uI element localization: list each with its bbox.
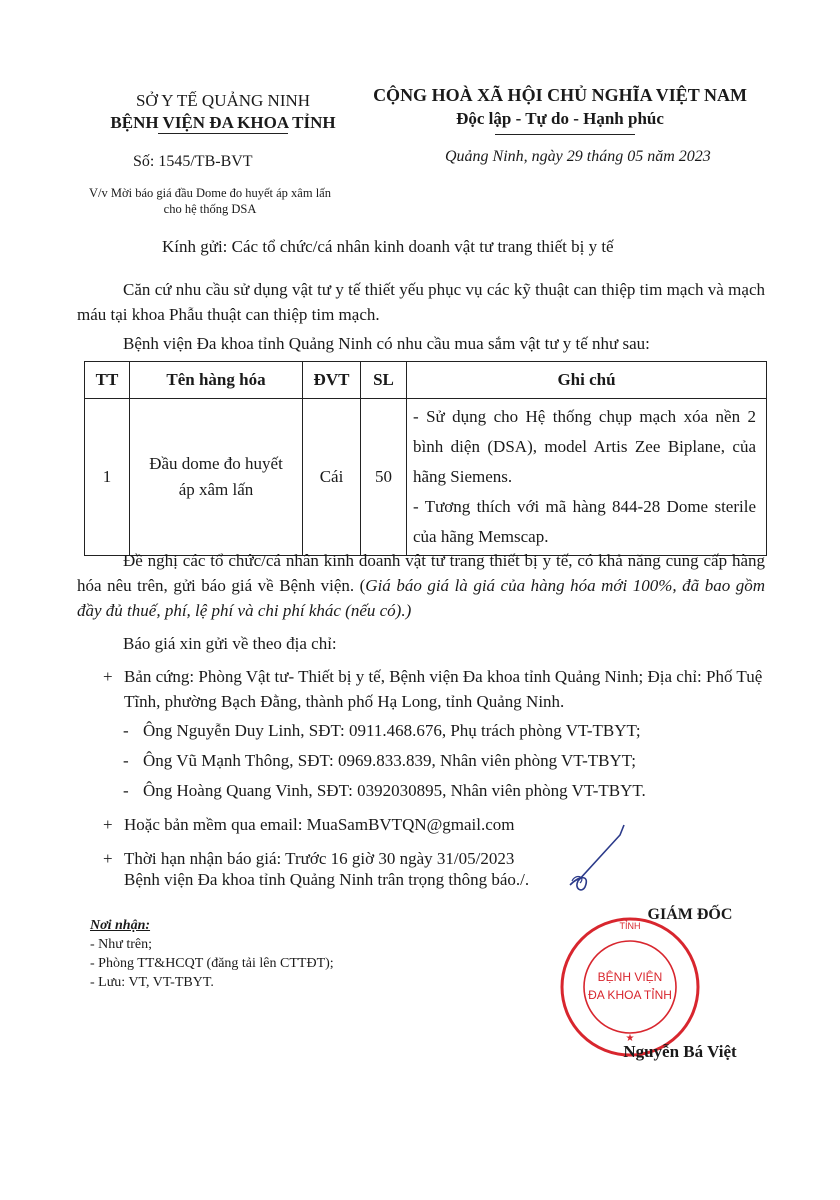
national-header: [360, 83, 760, 131]
dash-marker: -: [123, 751, 129, 770]
table-row: [85, 399, 767, 556]
hardcopy-text: Bản cứng: Phòng Vật tư- Thiết bị y tế, Bệnh viện Đa khoa tỉnh Quảng Ninh; Địa chỉ: Phố Tuệ Tĩnh, phường Bạch Đằng, thành phố Hạ Long, tỉnh Quảng Ninh.: [124, 667, 763, 711]
document-number: Số: 1545/TB-BVT: [133, 153, 253, 170]
header-tt: TT: [85, 362, 130, 399]
subject-line-1: V/v Mời báo giá đầu Dome đo huyết áp xâm lấn: [89, 186, 331, 200]
issuer-underline: [158, 133, 288, 134]
issuer-block: [78, 90, 368, 134]
cell-qty: 50: [361, 399, 407, 556]
plus-marker: +: [103, 849, 113, 868]
cell-name-text: Đầu dome đo huyết áp xâm lấn: [149, 454, 283, 499]
country-name: CỘNG HOÀ XÃ HỘI CHỦ NGHĨA VIỆT NAM: [373, 85, 747, 105]
deadline-text: Thời hạn nhận báo giá: Trước 16 giờ 30 ngày 31/05/2023: [124, 849, 515, 868]
header-qty: SL: [361, 362, 407, 399]
contact-text: Ông Nguyễn Duy Linh, SĐT: 0911.468.676, Phụ trách phòng VT-TBYT;: [143, 721, 641, 740]
contact-text: Ông Vũ Mạnh Thông, SĐT: 0969.833.839, Nhân viên phòng VT-TBYT;: [143, 751, 636, 770]
recipient-item: - Phòng TT&HCQT (đăng tải lên CTTĐT);: [90, 956, 334, 971]
table-header-row: [85, 362, 767, 399]
official-stamp: [558, 915, 702, 1059]
contact-text: Ông Hoàng Quang Vinh, SĐT: 0392030895, Nhân viên phòng VT-TBYT.: [143, 781, 646, 800]
cell-tt: 1: [85, 399, 130, 556]
motto: Độc lập - Tự do - Hạnh phúc: [456, 109, 664, 128]
paragraph-need: Bệnh viện Đa khoa tỉnh Quảng Ninh có nhu cầu mua sắm vật tư y tế như sau:: [123, 334, 650, 353]
stamp-line-2: ĐA KHOA TỈNH: [588, 988, 672, 1002]
agency-name: SỞ Y TẾ QUẢNG NINH: [135, 91, 311, 110]
cell-unit: Cái: [303, 399, 361, 556]
goods-table: [84, 361, 767, 556]
plus-marker: +: [103, 815, 113, 834]
dash-marker: -: [123, 721, 129, 740]
address-intro: Báo giá xin gửi về theo địa chỉ:: [123, 634, 337, 653]
recipients-block: [90, 916, 390, 992]
stamp-ring-text: TỈNH: [619, 921, 641, 931]
paragraph-basis: Căn cứ nhu cầu sử dụng vật tư y tế thiết yếu phục vụ các kỹ thuật can thiệp tim mạch và mạch máu tại khoa Phẫu thuật can thiệp tim mạch.: [77, 280, 765, 324]
recipient-item: - Như trên;: [90, 937, 153, 952]
header-unit: ĐVT: [303, 362, 361, 399]
subject-line-2: cho hệ thống DSA: [163, 202, 257, 216]
recipient-item: - Lưu: VT, VT-TBYT.: [90, 975, 214, 990]
signature-mark: [560, 815, 680, 895]
request-text: Đề nghị các tổ chức/cá nhân kinh doanh vật tư trang thiết bị y tế, có khả năng cung cấp hàng hóa nêu trên, gửi báo giá về Bệnh viện. (: [77, 551, 765, 595]
greeting: Kính gửi: Các tổ chức/cá nhân kinh doanh vật tư trang thiết bị y tế: [162, 237, 614, 256]
subject: [60, 185, 360, 217]
place-date: Quảng Ninh, ngày 29 tháng 05 năm 2023: [445, 148, 711, 165]
header-note: Ghi chú: [407, 362, 767, 399]
note-line-1: - Sử dụng cho Hệ thống chụp mạch xóa nền 2 bình diện (DSA), model Artis Zee Biplane, của hãng Siemens.: [413, 407, 756, 486]
note-line-2: - Tương thích với mã hàng 844-28 Dome sterile của hãng Memscap.: [413, 497, 756, 546]
plus-marker: +: [103, 667, 113, 686]
closing-line: Bệnh viện Đa khoa tỉnh Quảng Ninh trân trọng thông báo./.: [124, 870, 530, 889]
motto-underline: [495, 134, 635, 135]
signer-name: Nguyễn Bá Việt: [623, 1042, 737, 1061]
email-text: Hoặc bản mềm qua email: MuaSamBVTQN@gmail.com: [124, 815, 515, 834]
request-note: Giá báo giá là giá của hàng hóa mới 100%, đã bao gồm đầy đủ thuế, phí, lệ phí và chi phí khác (nếu có).): [77, 576, 765, 620]
signer-title: GIÁM ĐỐC: [647, 906, 733, 923]
cell-note: [407, 399, 767, 556]
header-name: Tên hàng hóa: [130, 362, 303, 399]
recipients-title: Nơi nhận:: [90, 918, 151, 933]
stamp-line-1: BỆNH VIỆN: [597, 970, 663, 984]
svg-text:★: ★: [625, 1033, 635, 1044]
cell-name: [130, 399, 303, 556]
paragraph-request: [77, 548, 765, 623]
dash-marker: -: [123, 781, 129, 800]
hospital-name: BỆNH VIỆN ĐA KHOA TỈNH: [110, 113, 336, 132]
